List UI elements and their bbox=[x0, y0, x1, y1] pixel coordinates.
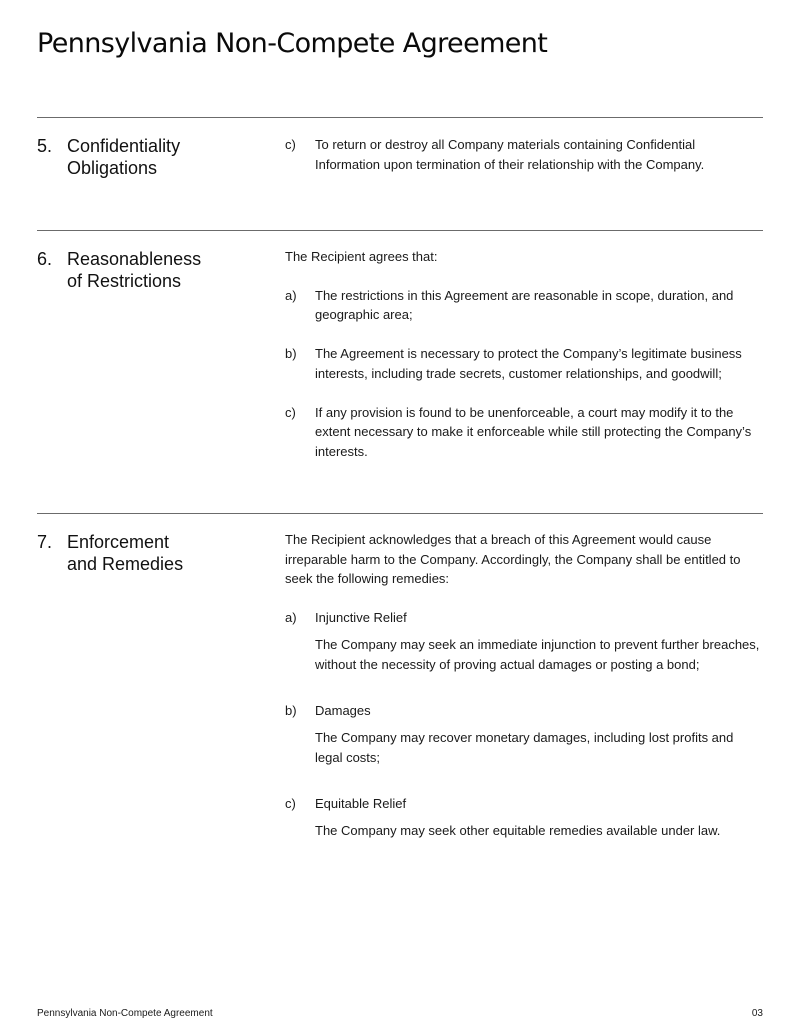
list-item bbox=[285, 608, 763, 674]
item-text: The restrictions in this Agreement are reasonable in scope, duration, and geographic area; bbox=[315, 287, 734, 323]
section-divider bbox=[37, 230, 763, 231]
section-title-line: Confidentiality bbox=[67, 136, 181, 156]
section-body-6 bbox=[285, 247, 763, 462]
list-item bbox=[285, 701, 763, 767]
item-letter: b) bbox=[285, 703, 297, 719]
item-text: To return or destroy all Company materials containing Confidential Information upon termination of their relationship with the Company. bbox=[315, 137, 705, 172]
section-title-line: Reasonableness bbox=[67, 249, 202, 269]
item-heading: Injunctive Relief bbox=[315, 610, 407, 626]
section-intro: The Recipient acknowledges that a breach of this Agreement would cause irreparable harm to the Company. Accordingly, the Company shall be entitled to seek the following remedies: bbox=[285, 532, 741, 587]
section-body-7 bbox=[285, 530, 763, 841]
item-letter: c) bbox=[285, 404, 296, 420]
section-divider bbox=[37, 117, 763, 118]
item-text: If any provision is found to be unenforceable, a court may modify it to the extent necessary to make it enforceable while still protecting the Company’s interests. bbox=[315, 404, 752, 459]
list-item bbox=[285, 135, 763, 174]
section-heading-6 bbox=[37, 248, 267, 292]
list-item bbox=[285, 794, 763, 840]
section-number: 5. bbox=[37, 136, 53, 156]
section-heading-5 bbox=[37, 135, 267, 179]
page-number: 03 bbox=[751, 1008, 763, 1019]
section-divider bbox=[37, 513, 763, 514]
section-body-5 bbox=[285, 135, 763, 174]
section-title-line: Enforcement bbox=[67, 532, 170, 552]
item-text: The Agreement is necessary to protect the Company’s legitimate business interests, including trade secrets, customer relationships, and goodwill; bbox=[315, 346, 742, 381]
section-heading-7 bbox=[37, 531, 267, 575]
section-number: 6. bbox=[37, 249, 53, 269]
item-heading: Equitable Relief bbox=[315, 796, 407, 812]
item-letter: c) bbox=[285, 137, 296, 152]
list-item bbox=[285, 286, 763, 325]
document-title: Pennsylvania Non-Compete Agreement bbox=[37, 28, 548, 59]
section-title-line: and Remedies bbox=[67, 554, 184, 574]
item-letter: b) bbox=[285, 346, 297, 362]
item-letter: c) bbox=[285, 796, 296, 812]
item-text: The Company may seek other equitable remedies available under law. bbox=[315, 823, 721, 839]
item-text: The Company may seek an immediate injunction to prevent further breaches, without the necessity of proving actual damages or posting a bond; bbox=[315, 636, 760, 672]
section-title-line: Obligations bbox=[67, 158, 158, 178]
section-title-line: of Restrictions bbox=[67, 271, 182, 291]
item-letter: a) bbox=[285, 287, 297, 303]
item-text: The Company may recover monetary damages, including lost profits and legal costs; bbox=[315, 729, 734, 765]
footer-document-title: Pennsylvania Non-Compete Agreement bbox=[37, 1008, 213, 1019]
section-number: 7. bbox=[37, 532, 53, 552]
item-heading: Damages bbox=[315, 703, 371, 719]
item-letter: a) bbox=[285, 610, 297, 626]
list-item bbox=[285, 403, 763, 462]
section-intro: The Recipient agrees that: bbox=[285, 249, 438, 264]
list-item bbox=[285, 344, 763, 383]
